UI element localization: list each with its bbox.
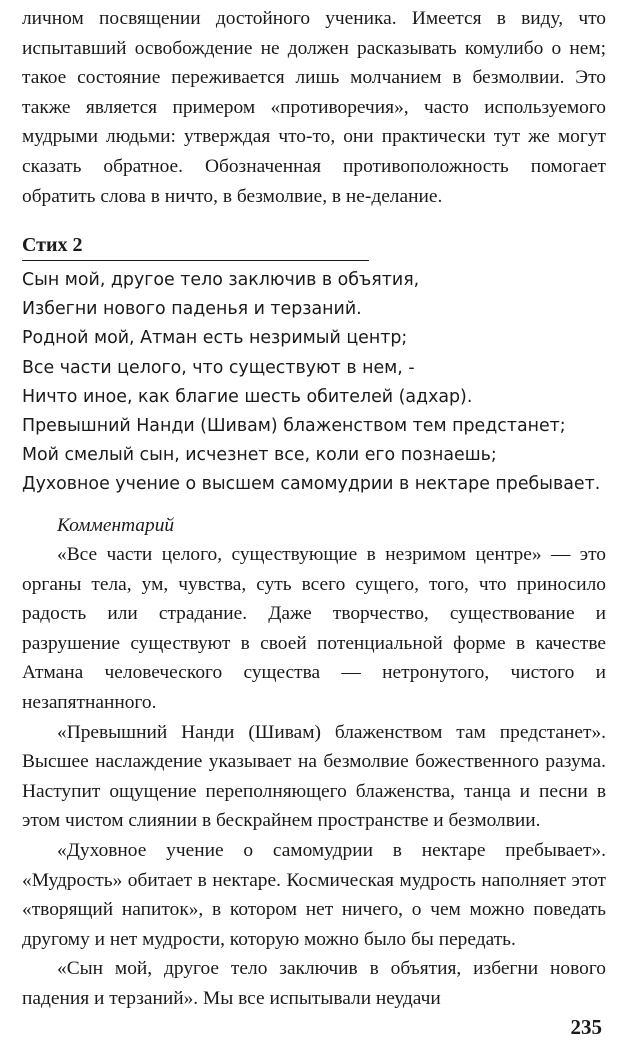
verse-line: Духовное учение о высшем самомудрии в нектаре пребывает. — [22, 474, 601, 495]
commentary-paragraph: «Сын мой, другое тело заключив в объятия, избегни нового падения и терзаний». Мы все испытывали неудачи — [22, 958, 606, 1009]
verse-line: Родной мой, Атман есть незримый центр; — [22, 328, 408, 349]
intro-paragraph: личном посвящении достойного ученика. Имеется в виду, что испытавший освобождение не должен расказывать комулибо о нем; такое состояние переживается лишь молчанием в безмолвии. Это также является примером «противоречия», часто используемого мудрыми людьми: утверждая что-то, они практически тут же могут сказать обратное. Обозначенная противоположность помогает обратить слова в ничто, в безмолвие, в не-делание. — [22, 8, 606, 207]
verse-line: Все части целого, что существуют в нем, - — [22, 357, 415, 378]
commentary-label: Комментарий — [57, 515, 175, 536]
verse-line: Избегни нового паденья и терзаний. — [22, 299, 362, 320]
section-heading: Стих 2 — [22, 232, 369, 261]
commentary-paragraph: «Духовное учение о самомудрии в нектаре пребывает». «Мудрость» обитает в нектаре. Космическая мудрость наполняет этот «творящий напиток», в котором нет ничего, о чем можно поведать другому и нет мудрости, которую можно было бы передать. — [22, 839, 606, 950]
verse-line: Превышний Нанди (Шивам) блаженством тем предстанет; — [22, 416, 566, 437]
intro-paragraph-block — [22, 4, 606, 211]
verse-line: Сын мой, другое тело заключив в объятия, — [22, 270, 420, 290]
verse-block — [22, 266, 612, 500]
commentary-paragraph: «Превышний Нанди (Шивам) блаженством там предстанет». Высшее наслаждение указывает на безмолвие божественного разума. Наступит ощущение переполняющего блаженства, танца и песни в этом чистом слиянии в бескрайнем пространстве и безмолвии. — [22, 721, 606, 832]
verse-line: Мой смелый сын, исчезнет все, коли его познаешь; — [22, 445, 497, 466]
verse-line: Ничто иное, как благие шесть обителей (адхар). — [22, 386, 473, 407]
commentary-block — [22, 540, 606, 1014]
page-number: 235 — [570, 1015, 602, 1039]
commentary-paragraph: «Все части целого, существующие в незримом центре» — это органы тела, ум, чувства, суть всего сущего, того, что приносило радость или страдание. Даже творчество, существование и разрушение существуют в своей потенциальной форме в качестве Атмана человеческого существа — нетронутого, чистого и незапятнанного. — [22, 544, 606, 713]
